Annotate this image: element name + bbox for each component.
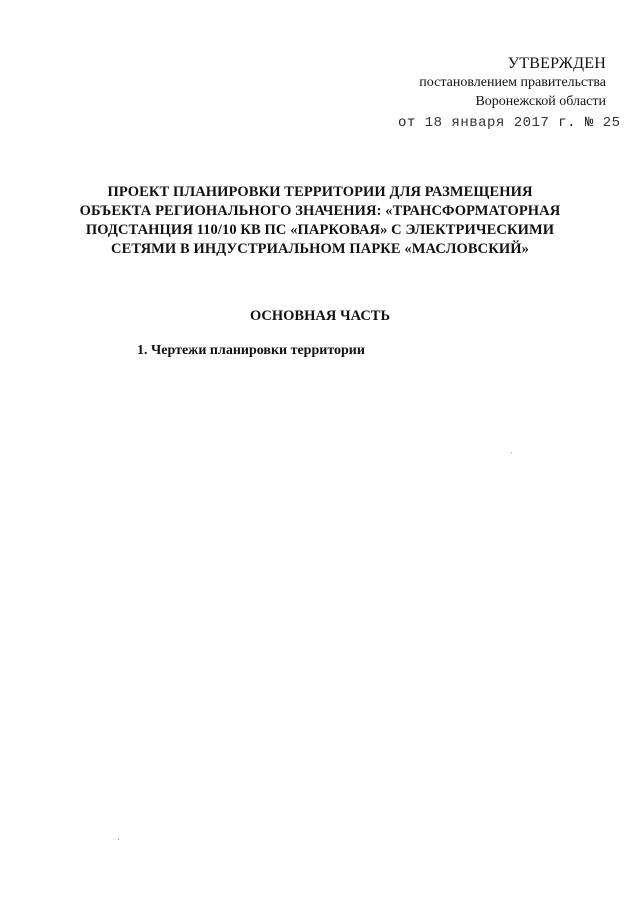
decree-date: 18 января 2017 bbox=[424, 115, 550, 131]
list-item-number: 1. bbox=[137, 343, 148, 358]
decree-reference bbox=[398, 115, 621, 131]
scan-speck bbox=[118, 839, 119, 840]
document-title bbox=[60, 183, 580, 259]
list-item bbox=[137, 343, 365, 359]
decree-number-sign: № bbox=[584, 115, 594, 131]
approval-block bbox=[419, 54, 606, 111]
approval-heading: УТВЕРЖДЕН bbox=[507, 55, 606, 72]
title-line-4: СЕТЯМИ В ИНДУСТРИАЛЬНОМ ПАРКЕ «МАСЛОВСКИЙ» bbox=[111, 241, 529, 257]
decree-year-suffix: г. bbox=[558, 115, 577, 131]
decree-number: 25 bbox=[602, 115, 621, 131]
list-item-label: Чертежи планировки территории bbox=[151, 343, 365, 358]
title-line-1: ПРОЕКТ ПЛАНИРОВКИ ТЕРРИТОРИИ ДЛЯ РАЗМЕЩЕНИЯ bbox=[107, 184, 533, 200]
approval-line-2: Воронежской области bbox=[475, 94, 606, 109]
approval-line-1: постановлением правительства bbox=[419, 75, 606, 90]
section-heading: ОСНОВНАЯ ЧАСТЬ bbox=[249, 308, 391, 324]
scan-speck bbox=[511, 452, 512, 453]
title-line-3: ПОДСТАНЦИЯ 110/10 КВ ПС «ПАРКОВАЯ» С ЭЛЕКТРИЧЕСКИМИ bbox=[85, 222, 555, 238]
title-line-2: ОБЪЕКТА РЕГИОНАЛЬНОГО ЗНАЧЕНИЯ: «ТРАНСФОРМАТОРНАЯ bbox=[79, 203, 561, 219]
decree-prefix: от bbox=[398, 115, 416, 131]
